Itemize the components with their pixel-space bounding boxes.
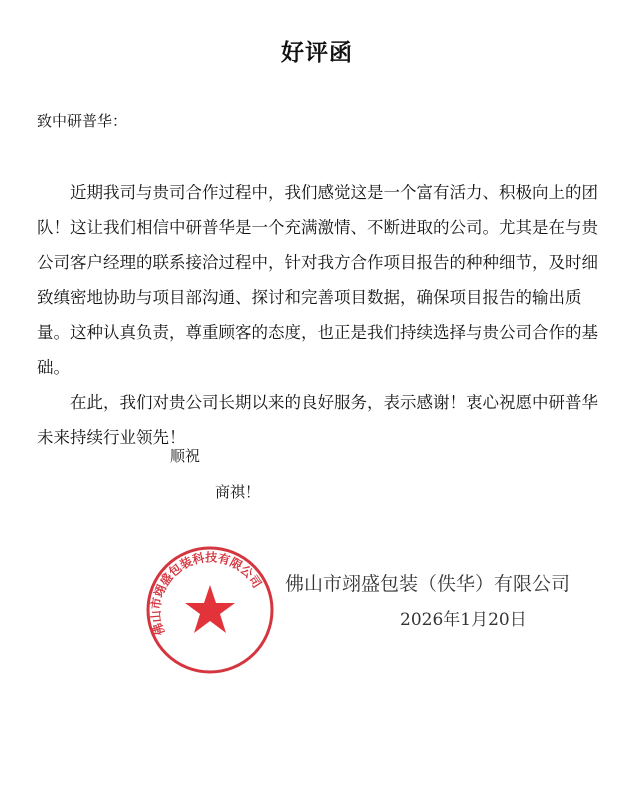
star-icon xyxy=(185,585,235,633)
signature-company: 佛山市翊盛包装（佚华）有限公司 xyxy=(285,573,571,595)
company-seal-stamp xyxy=(145,545,275,675)
svg-text:佛山市翊盛包装科技有限公司: 佛山市翊盛包装科技有限公司 xyxy=(148,550,265,638)
closing-line-2: 商祺！ xyxy=(215,483,261,501)
signature-date: 2026年1月20日 xyxy=(400,610,527,630)
paragraph: 在此，我们对贵公司长期以来的良好服务，表示感谢！衷心祝愿中研普华未来持续行业领先！ xyxy=(37,393,598,447)
salutation: 致中研普华： xyxy=(37,112,128,130)
letter-title: 好评函 xyxy=(281,40,353,66)
letter-body xyxy=(37,175,599,455)
closing-line-1: 顺祝 xyxy=(170,447,201,465)
paragraph: 近期我司与贵司合作过程中，我们感觉这是一个富有活力、积极向上的团队！这让我们相信中研普华是一个充满激情、不断进取的公司。尤其是在与贵公司客户经理的联系接洽过程中，针对我方合作项目报告的种种细节，及时细致缜密地协助与项目部沟通、探讨和完善项目数据，确保项目报告的输出质量。这种认真负责，尊重顾客的态度，也正是我们持续选择与贵公司合作的基础。 xyxy=(37,183,598,377)
